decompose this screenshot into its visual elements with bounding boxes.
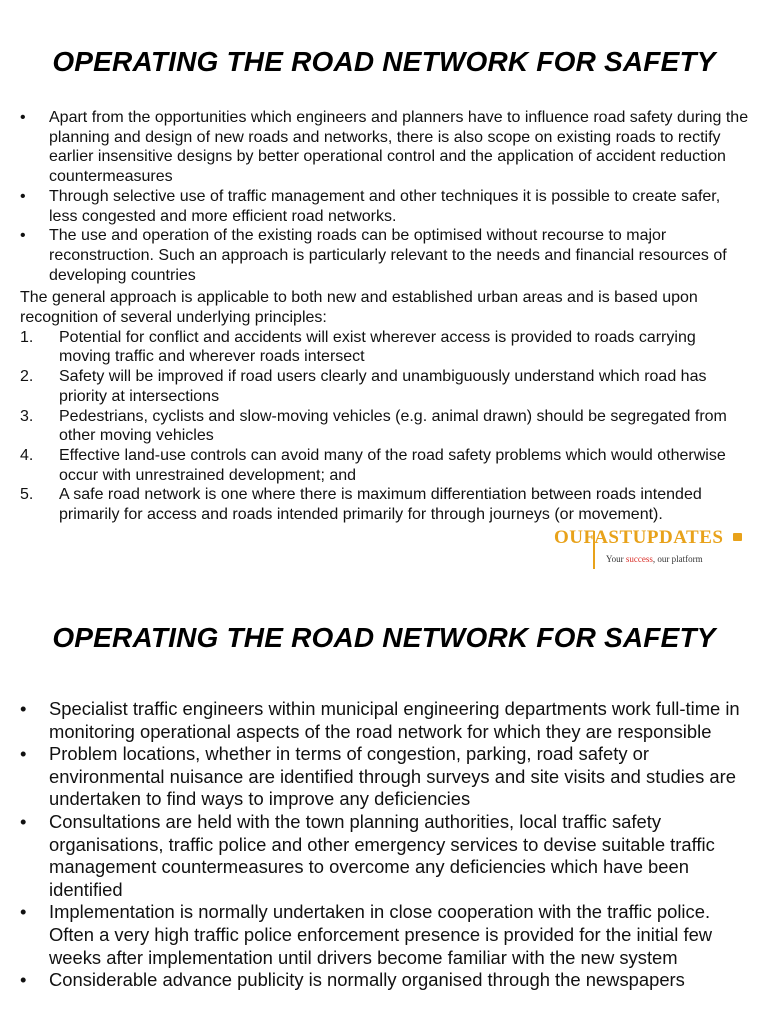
logo-tag-prefix: Your — [606, 554, 626, 564]
logo-badge-icon — [733, 533, 742, 541]
logo-tagline — [606, 554, 703, 564]
list-text: A safe road network is one where there is maximum differentiation between roads intended primarily for access and roads intended primarily for through journeys (or movement). — [59, 486, 702, 524]
list-text: Pedestrians, cyclists and slow-moving vehicles (e.g. animal drawn) should be segregated from other moving vehicles — [59, 407, 727, 445]
slide-2-title: OPERATING THE ROAD NETWORK FOR SAFETY — [52, 622, 716, 653]
bullet-text: Through selective use of traffic management and other techniques it is possible to create safer, less congested and more efficient road networks. — [49, 187, 721, 225]
slide-1-bullet-list — [20, 108, 750, 285]
slide-2-bullet-list — [20, 698, 750, 992]
list-item — [20, 226, 750, 285]
bullet-marker: • — [20, 227, 26, 245]
bullet-marker: • — [20, 969, 27, 991]
bullet-text: The use and operation of the existing roads can be optimised without recourse to major reconstruction. Such an approach is particularly relevant to the needs and financial resources of developing countries — [49, 227, 727, 284]
slide-1-title: OPERATING THE ROAD NETWORK FOR SAFETY — [52, 46, 716, 77]
slide-1-body — [20, 108, 750, 525]
list-number: 2. — [20, 368, 34, 386]
bullet-text: Consultations are held with the town planning authorities, local traffic safety organisations, traffic police and other emergency services to devise suitable traffic management countermeasures to overcome any deficiencies which have been identified — [49, 810, 715, 900]
bullet-text: Apart from the opportunities which engineers and planners have to influence road safety during the planning and design of new roads and networks, there is also scope on existing roads to rectify earlier insensitive designs by better operational control and the application of accident reduction countermeasures — [49, 109, 749, 186]
list-item — [20, 485, 750, 524]
list-number: 5. — [20, 486, 34, 504]
list-item — [20, 698, 750, 743]
bullet-marker: • — [20, 187, 26, 205]
list-number: 4. — [20, 446, 34, 464]
list-item — [20, 811, 750, 901]
list-number: 3. — [20, 407, 34, 425]
logo-wordmark: OUFASTUPDATES — [554, 527, 724, 548]
slide-2 — [0, 580, 768, 1024]
list-item — [20, 407, 750, 446]
list-item — [20, 901, 750, 969]
list-item — [20, 743, 750, 811]
bullet-text: Implementation is normally undertaken in close cooperation with the traffic police. Often a very high traffic police enforcement presence is provided for the initial few weeks after implementation until drivers become familiar with the new system — [49, 901, 713, 968]
list-item — [20, 108, 750, 187]
list-text: Safety will be improved if road users clearly and unambiguously understand which road has priority at intersections — [59, 368, 707, 405]
list-item — [20, 328, 750, 367]
list-text: Effective land-use controls can avoid many of the road safety problems which would otherwise occur with unrestrained development; and — [59, 446, 726, 484]
intro-paragraph: The general approach is applicable to both new and established urban areas and is based upon recognition of several underlying principles: — [20, 289, 698, 327]
bullet-marker: • — [20, 698, 27, 719]
list-item — [20, 969, 750, 992]
list-item — [20, 367, 750, 406]
bullet-marker: • — [20, 109, 26, 126]
watermark-logo — [554, 527, 744, 571]
list-number: 1. — [20, 328, 34, 346]
bullet-marker: • — [20, 901, 27, 923]
bullet-text: Problem locations, whether in terms of congestion, parking, road safety or environmental nuisance are identified through surveys and site visits and studies are undertaken to find ways to improve any deficiencies — [49, 743, 736, 810]
slide-2-body — [20, 698, 750, 992]
logo-tag-accent: success — [625, 554, 653, 564]
list-item — [20, 446, 750, 485]
logo-tag-suffix: , our platform — [652, 554, 703, 564]
bullet-text: Considerable advance publicity is normally organised through the newspapers — [49, 969, 685, 991]
list-item — [20, 187, 750, 226]
principles-list — [20, 328, 750, 525]
list-text: Potential for conflict and accidents will exist wherever access is provided to roads carrying moving traffic and wherever roads intersect — [59, 328, 696, 366]
bullet-marker: • — [20, 810, 27, 832]
bullet-marker: • — [20, 743, 27, 765]
bullet-text: Specialist traffic engineers within municipal engineering departments work full-time in monitoring operational aspects of the road network for which they are responsible — [49, 698, 740, 742]
